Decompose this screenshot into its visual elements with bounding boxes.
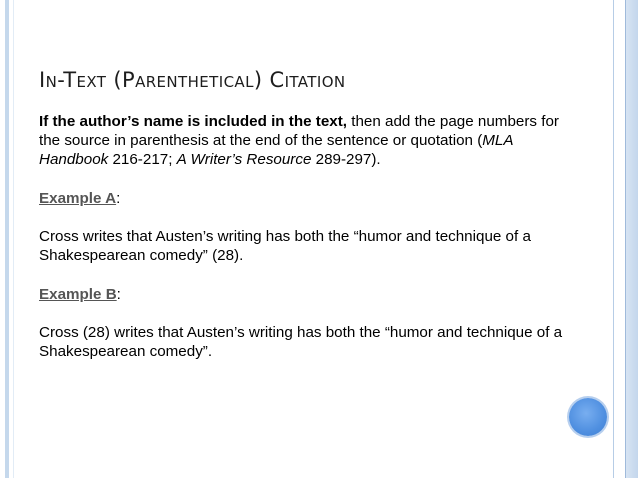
right-frame-line (613, 0, 614, 478)
example-b-heading (39, 285, 584, 304)
book-title-writers-resource: A Writer’s Resource (176, 151, 312, 169)
example-a-heading (39, 189, 584, 208)
example-a-text: Cross writes that Austen’s writing has both the “humor and technique of a Shakespearean comedy” (28). (39, 228, 531, 265)
example-a-colon: : (116, 189, 121, 207)
book-title-mla: MLA Handbook (39, 132, 513, 169)
right-frame-band (626, 0, 638, 478)
slide-body (39, 112, 584, 362)
intro-bold-lead: If the author’s name is included in the text, (39, 113, 348, 130)
intro-paragraph (39, 112, 584, 170)
example-b-text: Cross (28) writes that Austen’s writing has both the “humor and technique of a Shakespearean comedy”. (39, 324, 563, 361)
intro-text-1: then add the page numbers for the source in parenthesis at the end of the sentence or quotation ( (39, 113, 559, 150)
left-frame-line (13, 0, 14, 478)
example-a-label: Example A (39, 189, 117, 207)
left-frame-bar (5, 0, 9, 478)
slide-title: In-Text (Parenthetical) Citation (39, 68, 346, 92)
intro-text-2: 216-217; (108, 151, 177, 169)
decorative-circle (569, 398, 607, 436)
example-b-label: Example B (39, 285, 117, 303)
example-b-colon: : (116, 285, 121, 303)
intro-text-3: 289-297). (311, 151, 381, 169)
